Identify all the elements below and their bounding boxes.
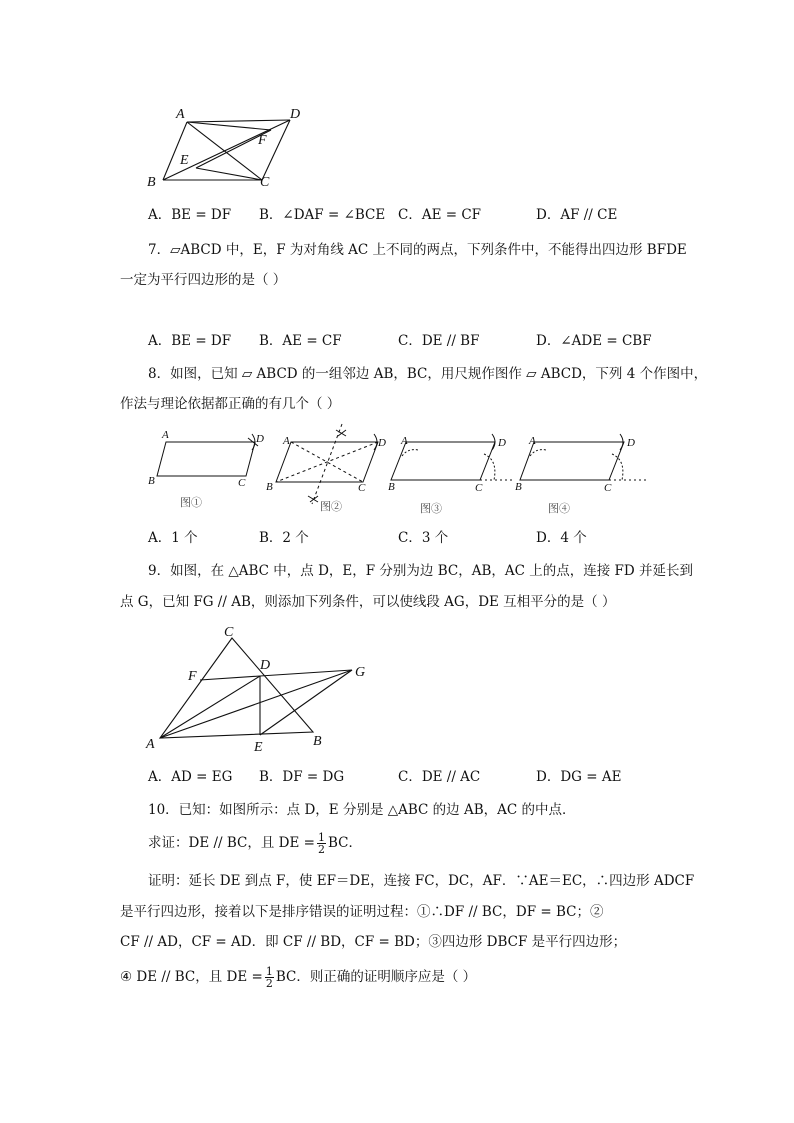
svg-text:D: D bbox=[627, 437, 635, 449]
label-G: G bbox=[355, 665, 366, 680]
label-D: D bbox=[260, 658, 271, 673]
q9-stem-line2: 点 G，已知 FG // AB，则添加下列条件，可以使线段 AG，DE 互相平分的是（ ） bbox=[120, 594, 616, 610]
q10-qiuzheng bbox=[148, 830, 362, 856]
svg-text:D: D bbox=[256, 433, 264, 445]
svg-text:B: B bbox=[388, 481, 395, 493]
q8-option-d[interactable]: D．4 个 bbox=[536, 530, 587, 546]
fig-label-3: 图③ bbox=[420, 503, 442, 515]
q10-proof-line4 bbox=[120, 964, 476, 990]
svg-text:A: A bbox=[529, 435, 536, 447]
q9-option-d[interactable]: D．DG = AE bbox=[536, 769, 622, 785]
label-F: F bbox=[188, 669, 197, 684]
label-C: C bbox=[224, 625, 234, 640]
q9-option-c[interactable]: C．DE // AC bbox=[398, 769, 481, 785]
q10-proof4-post: BC．则正确的证明顺序应是（ ） bbox=[275, 969, 477, 985]
label-B: B bbox=[147, 175, 156, 190]
figure-q9-triangle bbox=[140, 618, 380, 758]
svg-text:B: B bbox=[266, 481, 273, 493]
label-A: A bbox=[146, 737, 155, 752]
q8-stem-line2: 作法与理论依据都正确的有几个（ ） bbox=[120, 396, 341, 412]
figure-q8-constructions bbox=[142, 420, 652, 520]
q10-qiuzheng-post: BC． bbox=[327, 835, 362, 851]
svg-text:D: D bbox=[498, 437, 506, 449]
label-E: E bbox=[180, 153, 189, 168]
q9-option-a[interactable]: A．AD = EG bbox=[148, 769, 233, 785]
label-A: A bbox=[176, 107, 185, 122]
frac-num-2: 1 bbox=[265, 965, 273, 978]
svg-text:A: A bbox=[283, 435, 290, 447]
fraction-one-half-2 bbox=[265, 966, 274, 989]
q10-proof-line3: CF // AD，CF = AD．即 CF // BD，CF = BD；③四边形 DBCF 是平行四边形； bbox=[120, 934, 627, 950]
q10-stem-line1: 10．已知：如图所示：点 D，E 分别是 △ABC 的边 AB，AC 的中点． bbox=[148, 802, 576, 818]
q6-option-d[interactable]: D．AF // CE bbox=[536, 207, 618, 223]
q7-option-a[interactable]: A．BE = DF bbox=[148, 333, 232, 349]
q8-option-c[interactable]: C．3 个 bbox=[398, 530, 449, 546]
q8-stem-line1: 8．如图，已知 ▱ ABCD 的一组邻边 AB，BC，用尺规作图作 ▱ ABCD，下列 4 个作图中， bbox=[148, 366, 708, 382]
svg-text:D: D bbox=[378, 437, 386, 449]
q8-option-b[interactable]: B．2 个 bbox=[259, 530, 309, 546]
fig-label-4: 图④ bbox=[548, 503, 570, 515]
q7-stem-line2: 一定为平行四边形的是（ ） bbox=[120, 272, 287, 288]
label-D: D bbox=[290, 107, 301, 122]
fraction-one-half bbox=[317, 832, 326, 855]
q8-option-a[interactable]: A．1 个 bbox=[148, 530, 198, 546]
frac-num: 1 bbox=[317, 831, 325, 844]
q10-proof-line1: 证明：延长 DE 到点 F，使 EF＝DE，连接 FC，DC，AF．∵AE＝EC，∴四边形 ADCF bbox=[148, 873, 695, 889]
q10-proof-line2: 是平行四边形，接着以下是排序错误的证明过程：①∴DF // BC，DF = BC；② bbox=[120, 904, 604, 920]
label-B: B bbox=[313, 734, 322, 749]
svg-text:C: C bbox=[475, 482, 483, 494]
figure-q6-parallelogram bbox=[140, 100, 320, 192]
label-E: E bbox=[254, 740, 263, 755]
svg-text:C: C bbox=[604, 482, 612, 494]
svg-text:B: B bbox=[515, 481, 522, 493]
q6-option-b[interactable]: B．∠DAF = ∠BCE bbox=[259, 207, 386, 223]
q9-option-b[interactable]: B．DF = DG bbox=[259, 769, 345, 785]
svg-text:C: C bbox=[238, 477, 246, 489]
q7-option-b[interactable]: B．AE = CF bbox=[259, 333, 342, 349]
q10-proof4-pre: ④ DE // BC，且 DE = bbox=[120, 969, 263, 985]
fig-label-1: 图① bbox=[180, 497, 202, 509]
svg-text:A: A bbox=[162, 429, 169, 441]
svg-text:B: B bbox=[148, 475, 155, 487]
q9-stem-line1: 9．如图，在 △ABC 中，点 D，E，F 分别为边 BC，AB，AC 上的点，连接 FD 并延长到 bbox=[148, 563, 694, 579]
q6-option-c[interactable]: C．AE = CF bbox=[398, 207, 482, 223]
q7-stem-line1: 7．▱ABCD 中，E，F 为对角线 AC 上不同的两点，下列条件中，不能得出四边形 BFDE bbox=[148, 242, 687, 258]
label-C: C bbox=[260, 175, 270, 190]
q10-qiuzheng-pre: 求证：DE // BC，且 DE = bbox=[148, 835, 315, 851]
fig-label-2: 图② bbox=[320, 501, 342, 513]
svg-text:C: C bbox=[358, 482, 366, 494]
q7-option-c[interactable]: C．DE // BF bbox=[398, 333, 480, 349]
frac-den: 2 bbox=[317, 843, 325, 856]
frac-den-2: 2 bbox=[265, 977, 273, 990]
svg-text:A: A bbox=[401, 435, 408, 447]
label-F: F bbox=[258, 133, 267, 148]
q7-option-d[interactable]: D．∠ADE = CBF bbox=[536, 333, 652, 349]
q6-option-a[interactable]: A．BE = DF bbox=[148, 207, 232, 223]
